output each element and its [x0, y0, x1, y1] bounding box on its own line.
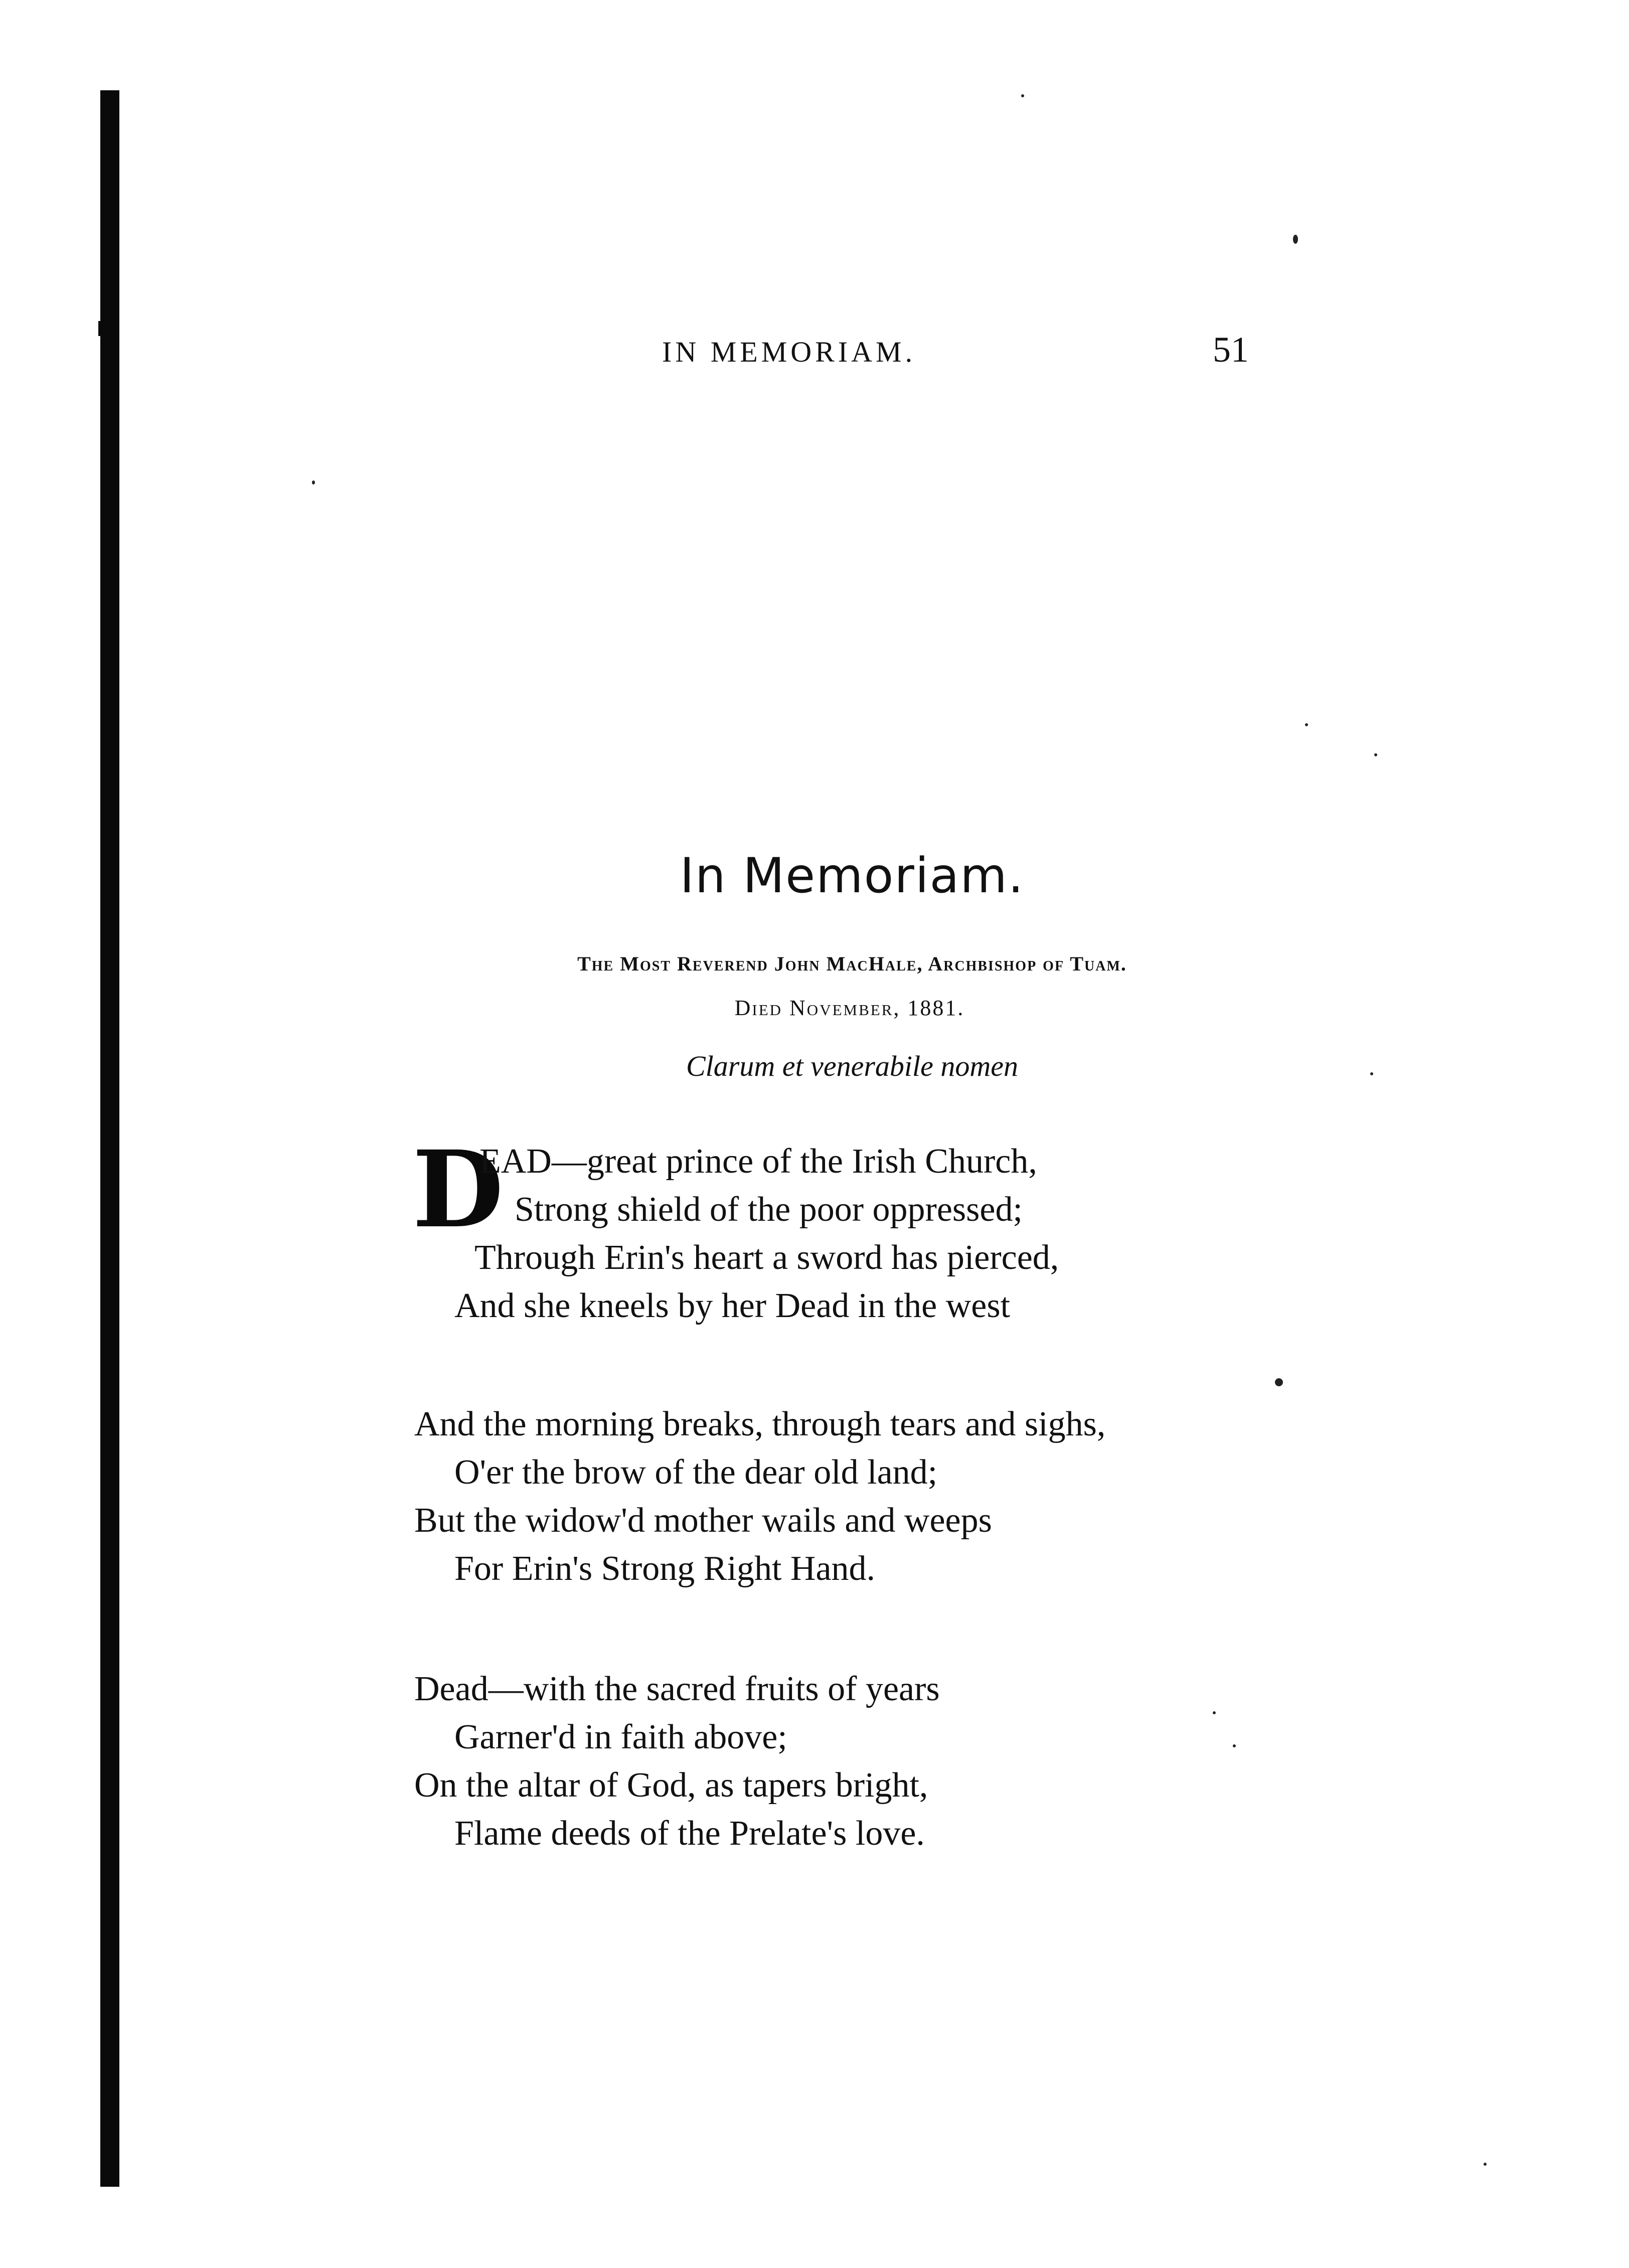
stanza-line: EAD—great prince of the Irish Church, — [479, 1142, 1037, 1181]
stanza-line: Garner'd in faith above; — [454, 1718, 787, 1756]
scan-speck — [312, 480, 315, 484]
stanza-2 — [414, 1400, 1105, 1593]
stanza-line: Dead—with the sacred fruits of years — [414, 1670, 940, 1708]
poem-title: In Memoriam. — [680, 848, 1025, 904]
drop-cap: D — [412, 1127, 504, 1251]
stanza-line: O'er the brow of the dear old land; — [454, 1453, 938, 1492]
scan-speck — [1484, 2163, 1487, 2166]
scan-speck — [1370, 1072, 1373, 1075]
stanza-line: But the widow'd mother wails and weeps — [414, 1501, 992, 1540]
binding-gutter — [100, 90, 119, 2187]
scan-speck — [1233, 1744, 1236, 1747]
stanza-line: Through Erin's heart a sword has pierced, — [474, 1238, 1059, 1277]
binding-notch — [98, 321, 105, 336]
scan-speck — [1021, 94, 1024, 97]
stanza-line: And she kneels by her Dead in the west — [454, 1286, 1011, 1325]
scan-speck — [1374, 753, 1377, 756]
stanza-line: Strong shield of the poor oppressed; — [515, 1190, 1023, 1229]
page-number: 51 — [1213, 330, 1249, 370]
stanza-line: And the morning breaks, through tears and sighs, — [414, 1405, 1106, 1443]
poem-subtitle: The Most Reverend John MacHale, Archbishop of Tuam. — [577, 952, 1127, 975]
running-head: IN MEMORIAM. — [662, 336, 916, 368]
scan-speck — [1293, 235, 1298, 244]
stanza-line: On the altar of God, as tapers bright, — [414, 1766, 928, 1805]
death-date: Died November, 1881. — [734, 996, 965, 1020]
stanza-line: Flame deeds of the Prelate's love. — [454, 1814, 925, 1853]
stanza-line: For Erin's Strong Right Hand. — [454, 1549, 876, 1588]
stanza-1 — [412, 1127, 1059, 1330]
scan-speck — [1305, 723, 1308, 726]
stanza-3 — [414, 1665, 940, 1858]
scan-speck — [1213, 1711, 1216, 1714]
scan-speck — [1275, 1378, 1283, 1386]
epigraph: Clarum et venerabile nomen — [686, 1050, 1018, 1082]
